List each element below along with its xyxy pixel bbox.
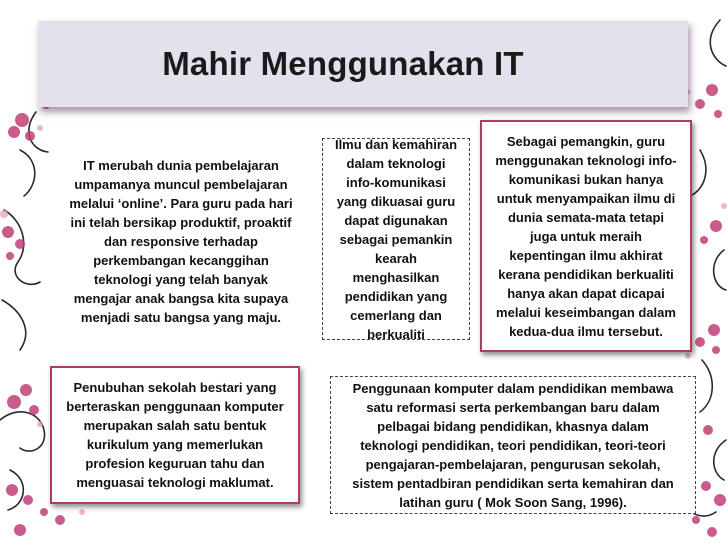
text-box-it-changes-learning [58, 148, 304, 334]
text-box-catalyst [480, 120, 692, 352]
text-box-smart-school [50, 366, 300, 504]
text-box-computer-education [330, 376, 696, 514]
title-banner [38, 20, 688, 107]
text-box-content: Sebagai pemangkin, guru menggunakan teknologi info- komunikasi bukan hanya untuk menyampaikan ilmu di dunia semata-mata tetapi juga untuk meraih kepentingan ilmu akhirat kerana pendidikan berkualiti hanya akan dapat dicapai melalui keseimbangan dalam kedua-dua ilmu tersebut. [495, 133, 677, 339]
text-box-content: IT merubah dunia pembelajaran umpamanya muncul pembelajaran melalui ‘online’. Para guru pada hari ini telah bersikap produktif, proaktif dan responsive terhadap perkembangan kecanggihan teknologi yang telah banyak mengajar anak bangsa kita supaya menjadi satu bangsa yang maju. [69, 157, 293, 325]
text-box-content: Penggunaan komputer dalam pendidikan membawa satu reformasi serta perkembangan baru dalam pelbagai bidang pendidikan, khasnya dalam teknologi pendidikan, teori pendidikan, teori-teori pengajaran-pembelajaran, pengurusan sekolah, sistem pentadbiran pendidikan serta kemahiran dan latihan guru ( Mok Soon Sang, 1996). [352, 380, 674, 510]
text-box-content: Ilmu dan kemahiran dalam teknologi info-komunikasi yang dikuasai guru dapat digunakan sebagai pemankin kearah menghasilkan pendidikan yang cemerlang dan berkualiti [334, 136, 458, 342]
text-box-content: Penubuhan sekolah bestari yang berteraskan penggunaan komputer merupakan salah satu bentuk kurikulum yang memerlukan profesion keguruan tahu dan menguasai teknologi maklumat. [66, 380, 284, 490]
text-box-ict-skills [322, 138, 470, 340]
slide-title: Mahir Menggunakan IT [162, 45, 524, 82]
